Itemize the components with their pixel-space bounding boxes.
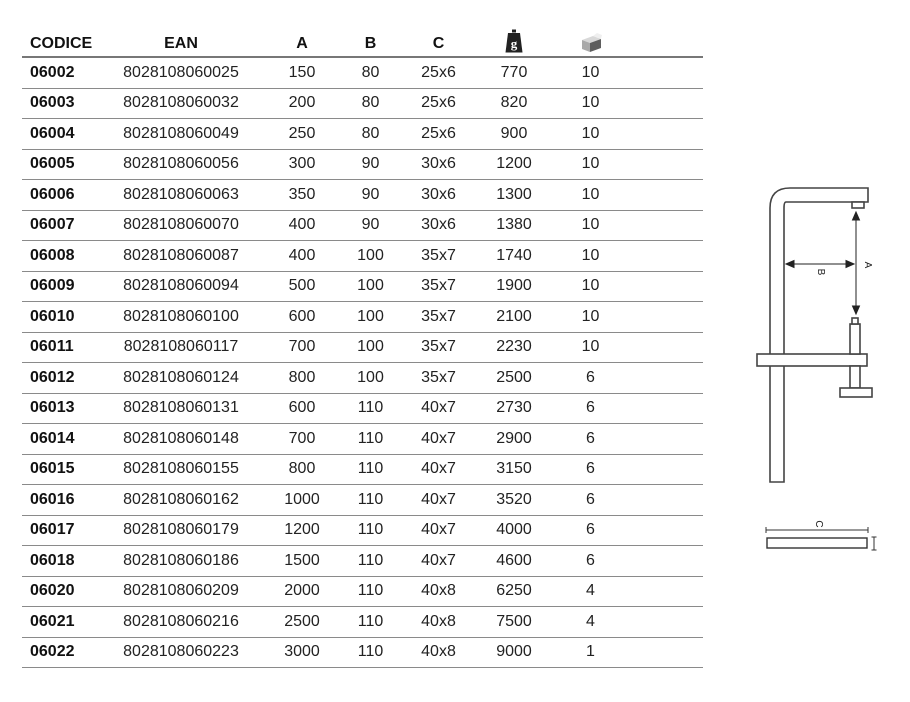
screw-spindle xyxy=(850,324,860,354)
cell-code: 06013 xyxy=(22,393,102,424)
cell-weight: 1300 xyxy=(480,180,548,211)
cell-c: 35x7 xyxy=(397,363,480,394)
cell-b: 80 xyxy=(344,119,397,150)
cell-ean: 8028108060162 xyxy=(102,485,260,516)
cell-spacer xyxy=(633,149,703,180)
cell-qty: 10 xyxy=(548,241,633,272)
cell-a: 300 xyxy=(260,149,344,180)
cell-spacer xyxy=(633,88,703,119)
cell-spacer xyxy=(633,454,703,485)
screw-tip xyxy=(852,318,858,324)
table-row xyxy=(22,119,703,150)
cell-qty: 6 xyxy=(548,515,633,546)
cell-code: 06010 xyxy=(22,302,102,333)
cell-a: 400 xyxy=(260,210,344,241)
cell-code: 06011 xyxy=(22,332,102,363)
cell-a: 3000 xyxy=(260,637,344,668)
cell-spacer xyxy=(633,332,703,363)
cell-weight: 2900 xyxy=(480,424,548,455)
cell-code: 06012 xyxy=(22,363,102,394)
cell-weight: 4600 xyxy=(480,546,548,577)
table-row xyxy=(22,271,703,302)
cell-weight: 9000 xyxy=(480,637,548,668)
cell-a: 600 xyxy=(260,302,344,333)
cell-a: 200 xyxy=(260,88,344,119)
cell-weight: 6250 xyxy=(480,576,548,607)
cell-a: 350 xyxy=(260,180,344,211)
cell-code: 06015 xyxy=(22,454,102,485)
header-ean: EAN xyxy=(102,18,260,57)
cell-ean: 8028108060131 xyxy=(102,393,260,424)
cell-code: 06018 xyxy=(22,546,102,577)
cell-ean: 8028108060223 xyxy=(102,637,260,668)
table-row xyxy=(22,485,703,516)
cell-code: 06002 xyxy=(22,57,102,88)
cell-b: 110 xyxy=(344,576,397,607)
cell-a: 700 xyxy=(260,424,344,455)
weight-icon xyxy=(505,29,523,53)
table-row xyxy=(22,454,703,485)
cell-weight: 3520 xyxy=(480,485,548,516)
cell-weight: 1900 xyxy=(480,271,548,302)
cell-weight: 2100 xyxy=(480,302,548,333)
cell-b: 110 xyxy=(344,637,397,668)
cell-qty: 10 xyxy=(548,57,633,88)
cell-code: 06020 xyxy=(22,576,102,607)
cell-spacer xyxy=(633,119,703,150)
cell-b: 90 xyxy=(344,180,397,211)
cell-qty: 4 xyxy=(548,576,633,607)
table-row xyxy=(22,576,703,607)
dimension-b-label: B xyxy=(815,268,826,276)
cell-b: 110 xyxy=(344,393,397,424)
cell-qty: 6 xyxy=(548,485,633,516)
cell-b: 110 xyxy=(344,546,397,577)
cell-spacer xyxy=(633,515,703,546)
cell-c: 40x7 xyxy=(397,515,480,546)
cell-c: 30x6 xyxy=(397,180,480,211)
cell-spacer xyxy=(633,302,703,333)
header-code: CODICE xyxy=(22,18,102,57)
cell-ean: 8028108060155 xyxy=(102,454,260,485)
cell-spacer xyxy=(633,210,703,241)
cell-code: 06008 xyxy=(22,241,102,272)
cell-c: 40x8 xyxy=(397,576,480,607)
cell-a: 600 xyxy=(260,393,344,424)
header-spacer xyxy=(633,18,703,57)
cell-c: 40x8 xyxy=(397,607,480,638)
cell-b: 100 xyxy=(344,241,397,272)
cell-a: 150 xyxy=(260,57,344,88)
cell-a: 2000 xyxy=(260,576,344,607)
cell-code: 06016 xyxy=(22,485,102,516)
sliding-arm xyxy=(757,354,867,366)
header-b: B xyxy=(344,18,397,57)
cell-b: 110 xyxy=(344,454,397,485)
bar-cross-section xyxy=(767,538,867,548)
cell-a: 1200 xyxy=(260,515,344,546)
cell-spacer xyxy=(633,57,703,88)
fixed-jaw-pad xyxy=(852,202,864,208)
cell-spacer xyxy=(633,637,703,668)
table-row xyxy=(22,210,703,241)
cell-c: 40x7 xyxy=(397,485,480,516)
table-row xyxy=(22,637,703,668)
cell-c: 35x7 xyxy=(397,241,480,272)
cell-c: 40x7 xyxy=(397,546,480,577)
table-row xyxy=(22,332,703,363)
screw-lower xyxy=(850,366,860,388)
cell-weight: 1200 xyxy=(480,149,548,180)
cell-ean: 8028108060179 xyxy=(102,515,260,546)
cell-spacer xyxy=(633,576,703,607)
table-row xyxy=(22,607,703,638)
cell-a: 700 xyxy=(260,332,344,363)
cell-qty: 4 xyxy=(548,607,633,638)
cell-spacer xyxy=(633,393,703,424)
table-row xyxy=(22,546,703,577)
cell-qty: 6 xyxy=(548,393,633,424)
table-row xyxy=(22,302,703,333)
cell-spacer xyxy=(633,607,703,638)
cell-c: 30x6 xyxy=(397,149,480,180)
cell-ean: 8028108060117 xyxy=(102,332,260,363)
cell-ean: 8028108060032 xyxy=(102,88,260,119)
cell-c: 35x7 xyxy=(397,302,480,333)
cell-qty: 10 xyxy=(548,180,633,211)
table-row xyxy=(22,515,703,546)
cell-a: 400 xyxy=(260,241,344,272)
cell-code: 06022 xyxy=(22,637,102,668)
cell-c: 25x6 xyxy=(397,119,480,150)
table-row xyxy=(22,88,703,119)
header-weight xyxy=(480,18,548,57)
cell-code: 06007 xyxy=(22,210,102,241)
cell-weight: 1380 xyxy=(480,210,548,241)
cell-ean: 8028108060100 xyxy=(102,302,260,333)
weight-icon-glyph: g xyxy=(510,36,518,51)
cell-weight: 4000 xyxy=(480,515,548,546)
cell-c: 40x7 xyxy=(397,393,480,424)
cell-c: 25x6 xyxy=(397,88,480,119)
cell-ean: 8028108060094 xyxy=(102,271,260,302)
cell-qty: 10 xyxy=(548,332,633,363)
cell-code: 06017 xyxy=(22,515,102,546)
table-row xyxy=(22,180,703,211)
cell-qty: 10 xyxy=(548,210,633,241)
cell-code: 06005 xyxy=(22,149,102,180)
cell-ean: 8028108060025 xyxy=(102,57,260,88)
cell-spacer xyxy=(633,271,703,302)
cell-b: 100 xyxy=(344,363,397,394)
clamp-diagram xyxy=(748,178,878,488)
cell-ean: 8028108060209 xyxy=(102,576,260,607)
cell-qty: 6 xyxy=(548,454,633,485)
cell-weight: 820 xyxy=(480,88,548,119)
cell-qty: 10 xyxy=(548,149,633,180)
cell-weight: 2230 xyxy=(480,332,548,363)
cell-b: 90 xyxy=(344,149,397,180)
cell-qty: 6 xyxy=(548,546,633,577)
cell-b: 110 xyxy=(344,485,397,516)
cell-a: 1000 xyxy=(260,485,344,516)
cell-b: 80 xyxy=(344,88,397,119)
cell-a: 250 xyxy=(260,119,344,150)
cell-spacer xyxy=(633,485,703,516)
table-header-row xyxy=(22,18,703,57)
cell-qty: 10 xyxy=(548,302,633,333)
cell-weight: 2500 xyxy=(480,363,548,394)
cell-a: 800 xyxy=(260,363,344,394)
cell-c: 35x7 xyxy=(397,332,480,363)
cell-weight: 1740 xyxy=(480,241,548,272)
header-a: A xyxy=(260,18,344,57)
package-icon xyxy=(579,33,603,53)
table-row xyxy=(22,57,703,88)
table-row xyxy=(22,241,703,272)
cell-a: 500 xyxy=(260,271,344,302)
table-row xyxy=(22,393,703,424)
cell-code: 06021 xyxy=(22,607,102,638)
cell-qty: 6 xyxy=(548,424,633,455)
table-row xyxy=(22,363,703,394)
table-row xyxy=(22,424,703,455)
cell-code: 06004 xyxy=(22,119,102,150)
cell-a: 2500 xyxy=(260,607,344,638)
cell-qty: 10 xyxy=(548,119,633,150)
cell-a: 800 xyxy=(260,454,344,485)
cell-c: 25x6 xyxy=(397,57,480,88)
dimension-c-label: C xyxy=(813,520,824,528)
cell-spacer xyxy=(633,241,703,272)
header-package xyxy=(548,18,633,57)
cell-c: 40x7 xyxy=(397,424,480,455)
cell-a: 1500 xyxy=(260,546,344,577)
cell-weight: 2730 xyxy=(480,393,548,424)
cell-b: 100 xyxy=(344,332,397,363)
dimension-a-label: A xyxy=(862,261,873,269)
cell-weight: 7500 xyxy=(480,607,548,638)
cell-weight: 900 xyxy=(480,119,548,150)
cell-code: 06006 xyxy=(22,180,102,211)
cell-ean: 8028108060148 xyxy=(102,424,260,455)
cell-spacer xyxy=(633,180,703,211)
cell-b: 90 xyxy=(344,210,397,241)
cell-code: 06009 xyxy=(22,271,102,302)
cell-b: 100 xyxy=(344,302,397,333)
screw-handle xyxy=(840,388,872,397)
cell-c: 30x6 xyxy=(397,210,480,241)
cell-ean: 8028108060087 xyxy=(102,241,260,272)
cell-spacer xyxy=(633,424,703,455)
cell-qty: 10 xyxy=(548,271,633,302)
cell-code: 06003 xyxy=(22,88,102,119)
cell-c: 40x7 xyxy=(397,454,480,485)
cell-ean: 8028108060063 xyxy=(102,180,260,211)
cell-b: 110 xyxy=(344,607,397,638)
cell-qty: 10 xyxy=(548,88,633,119)
product-spec-table xyxy=(22,18,703,668)
table-row xyxy=(22,149,703,180)
cell-ean: 8028108060070 xyxy=(102,210,260,241)
cell-ean: 8028108060216 xyxy=(102,607,260,638)
cell-spacer xyxy=(633,363,703,394)
cross-section-diagram xyxy=(760,510,884,560)
cell-c: 35x7 xyxy=(397,271,480,302)
cell-b: 110 xyxy=(344,424,397,455)
cell-spacer xyxy=(633,546,703,577)
cell-b: 110 xyxy=(344,515,397,546)
cell-ean: 8028108060124 xyxy=(102,363,260,394)
cell-code: 06014 xyxy=(22,424,102,455)
cell-weight: 770 xyxy=(480,57,548,88)
header-c: C xyxy=(397,18,480,57)
cell-qty: 6 xyxy=(548,363,633,394)
cell-ean: 8028108060056 xyxy=(102,149,260,180)
cell-ean: 8028108060049 xyxy=(102,119,260,150)
cell-b: 100 xyxy=(344,271,397,302)
cell-weight: 3150 xyxy=(480,454,548,485)
cell-ean: 8028108060186 xyxy=(102,546,260,577)
cell-b: 80 xyxy=(344,57,397,88)
cell-c: 40x8 xyxy=(397,637,480,668)
cell-qty: 1 xyxy=(548,637,633,668)
